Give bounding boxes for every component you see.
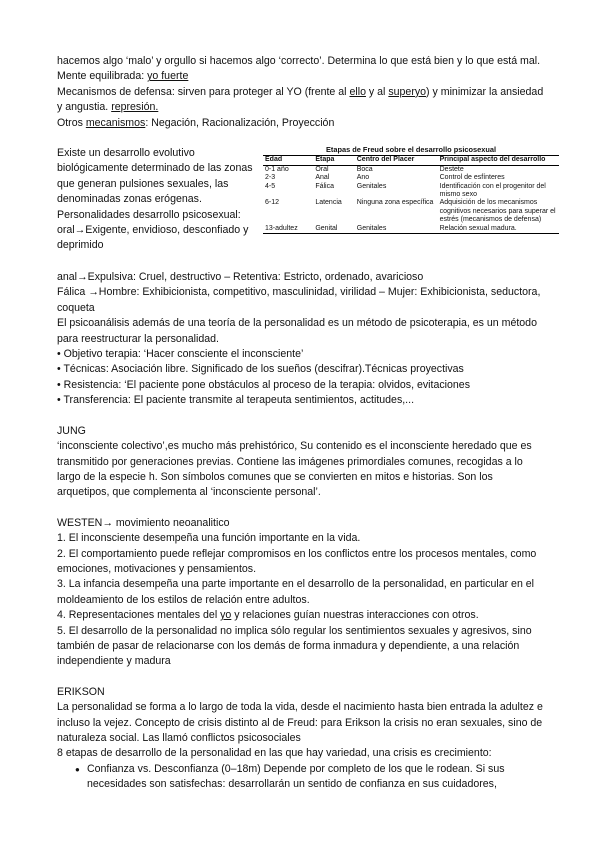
table-cell: Control de esfínteres — [439, 174, 505, 182]
table-row — [263, 165, 559, 174]
document-page — [57, 54, 556, 793]
mente-label: Mente equilibrada: — [57, 70, 148, 83]
psicoanalisis-line: El psicoanálisis además de una teoría de la personalidad es un método de psicoterapia, es un método para reestructurar la personalidad. — [57, 317, 537, 345]
westen-heading: WESTEN→ movimiento neoanalitico — [57, 516, 230, 529]
table-cell: Destete — [439, 165, 464, 173]
table-cell: Boca — [356, 165, 373, 173]
list-item: 5. El desarrollo de la personalidad no implica sólo regular los sentimientos sexuales y agresivos, sino también de pasar de relacionarse con los demás de forma inmadura y dependiente, a una relación independiente y madura — [57, 624, 532, 668]
table-header: Principal aspecto del desarrollo — [438, 156, 559, 165]
list-item: • Objetivo terapia: ‘Hacer consciente el inconsciente’ — [57, 348, 304, 361]
mente-value: yo fuerte — [147, 70, 189, 83]
table-cell: 0-1 año — [265, 165, 289, 173]
item4-rest: y relaciones guían nuestras interacciones con otros. — [231, 609, 479, 622]
otros-text-b: : Negación, Racionalización, Proyección — [145, 116, 335, 129]
table-cell: Anal — [315, 174, 330, 182]
table-cell: Fálica — [315, 182, 334, 190]
table-title: Etapas de Freud sobre el desarrollo psicosexual — [325, 145, 497, 155]
erikson-heading: ERIKSON — [57, 685, 105, 698]
freud-stages-table — [263, 146, 559, 234]
table-cell: 2-3 — [265, 174, 276, 182]
mecanismos-text-c: ) y minimizar la ansiedad y angustia. — [57, 85, 544, 114]
list-item: 3. La infancia desempeña una parte importante en el desarrollo de la personalidad, en particular en el moldeamiento de los estilos de relación entre adultos. — [57, 578, 535, 606]
otros-text-a: Otros — [57, 116, 86, 129]
table-cell: Genitales — [355, 225, 438, 234]
intro-line: hacemos algo ‘malo’ y orgullo si hacemos algo ‘correcto’. Determina lo que está bien y lo que está mal. — [57, 55, 541, 67]
table-cell: Ninguna zona específica — [356, 199, 434, 207]
table-cell: Genital — [313, 225, 354, 234]
table-cell: Identificación con el progenitor del mismo sexo — [439, 182, 546, 199]
falica-line: Fálica →Hombre: Exhibicionista, competitivo, masculinidad, virilidad – Mujer: Exhibicionista, seductora, coqueta — [57, 286, 541, 314]
freud-left-text: Existe un desarrollo evolutivo biológicamente determinado de las zonas que generan pulsiones sexuales, las denominadas zonas erógenas. Personalidades desarrollo psicosexual: oral→Exigente, envidioso, desconfiado y deprimido — [57, 147, 253, 252]
jung-heading: JUNG — [57, 424, 86, 437]
table-header: Edad — [263, 156, 313, 165]
table-cell: Latencia — [315, 199, 342, 207]
table-header: Centro del Placer — [355, 156, 438, 165]
list-item: 2. El comportamiento puede reflejar compromisos en los conflictos entre los procesos mentales, como emociones, motivaciones y pensamientos. — [57, 547, 537, 575]
table-row — [263, 225, 559, 234]
table-cell: Oral — [315, 165, 329, 173]
freud-section — [57, 145, 556, 270]
table-cell: 4-5 — [265, 182, 276, 190]
ello-term: ello — [349, 85, 366, 98]
table-cell: Adquisición de los mecanismos cognitivos necesarios para superar el estrés (mecanismos de defensa) — [439, 199, 556, 224]
item4-text: 4. Representaciones mentales del — [57, 609, 221, 622]
mecanismos-text-b: y al — [365, 85, 389, 98]
erikson-stages-intro: 8 etapas de desarrollo de la personalidad en las que hay variedad, una crisis es crecimiento: — [57, 747, 492, 760]
mecanismos-line — [57, 85, 545, 116]
anal-line: anal→Expulsiva: Cruel, destructivo – Retentiva: Estricto, ordenado, avaricioso — [57, 271, 424, 284]
erikson-text: La personalidad se forma a lo largo de toda la vida, desde el nacimiento hasta bien entrada la adultez e incluso la vejez. Concepto de crisis distinto al de Freud: para Erikson la crisis no eran sexuales, sino de naturaleza social. Las llamó conflictos psicosociales — [57, 701, 543, 744]
superyo-term: superyo — [388, 85, 427, 98]
represion-term: represión. — [111, 101, 159, 114]
table-cell: Relación sexual madura. — [438, 225, 559, 234]
jung-text: ‘inconsciente colectivo’,es mucho más prehistórico, Su contenido es el inconsciente heredado que es transmitido por generaciones previas. Contiene las imágenes primordiales comunes, recogidas a lo largo de la especie h. Son símbolos comunes que se convierten en mitos e historias. Son los arquetipos, que complementa al ‘inconsciente personal’. — [57, 440, 532, 499]
mente-line — [57, 69, 545, 84]
list-item: • Resistencia: ‘El paciente pone obstáculos al proceso de la terapia: olvidos, evitaciones — [57, 378, 470, 391]
mecanismos-text-a: Mecanismos de defensa: sirven para proteger al YO (frente al — [57, 85, 350, 98]
table-cell: 13-adultez — [263, 225, 313, 234]
otros-line — [57, 116, 545, 131]
table-cell: Genitales — [356, 182, 387, 190]
list-item — [57, 608, 545, 623]
table-row — [263, 199, 559, 224]
erikson-stage-item: ● Confianza vs. Desconfianza (0–18m) Depende por completo de los que le rodean. Si sus necesidades son satisfechas: desarrollarán un sentido de confianza en sus cuidadores, — [57, 762, 545, 793]
otros-mecanismos: mecanismos — [85, 116, 146, 129]
table-header: Etapa — [313, 156, 354, 165]
list-item: 1. El inconsciente desempeña una función importante en la vida. — [57, 532, 361, 545]
list-item: • Transferencia: El paciente transmite al terapeuta sentimientos, actitudes,... — [57, 394, 415, 407]
list-item: • Técnicas: Asociación libre. Significado de los sueños (descifrar).Técnicas proyectivas — [57, 363, 464, 376]
table-row — [263, 174, 559, 182]
yo-term: yo — [220, 609, 232, 622]
table-cell: 6-12 — [265, 199, 280, 207]
table-row — [263, 183, 559, 200]
table-cell: Ano — [356, 174, 370, 182]
